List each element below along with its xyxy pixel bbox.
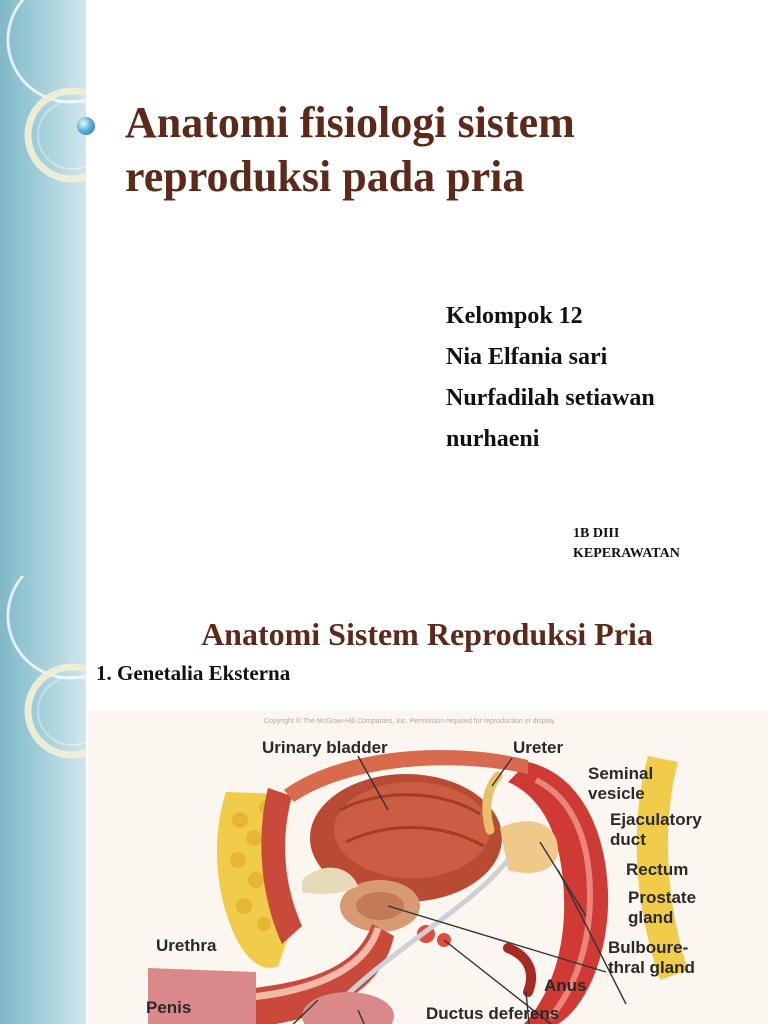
label-seminal-vesicle: vesicle: [588, 784, 645, 803]
group-name: Kelompok 12: [446, 303, 583, 329]
label-ureter: Ureter: [513, 738, 564, 757]
group-member: nurhaeni: [446, 426, 540, 452]
label-prostate-gland: gland: [628, 908, 674, 927]
decorative-rings: [0, 576, 86, 1024]
anatomy-figure: [88, 710, 768, 1024]
class-info: [573, 524, 763, 564]
label-ejaculatory-duct: duct: [610, 830, 646, 849]
group-member: Nurfadilah setiawan: [446, 385, 655, 411]
label-seminal-vesicle: Seminal: [588, 764, 654, 783]
label-urethra: Urethra: [156, 936, 217, 955]
decorative-rings: [0, 0, 86, 576]
slide-title: Anatomi fisiologi sistem reproduksi pada pria: [125, 98, 575, 201]
group-member: Nia Elfania sari: [446, 344, 608, 370]
decorative-side-band: [0, 576, 86, 1024]
label-ductus-deferens: Ductus deferens: [426, 1004, 560, 1023]
label-bulbourethral-gland: Bulboure-: [608, 938, 689, 957]
section-subheading: 1. Genetalia Eksterna: [96, 661, 291, 685]
label-ejaculatory-duct: Ejaculatory: [610, 810, 702, 829]
group-members: [446, 296, 746, 460]
slide-title: Anatomi Sistem Reproduksi Pria: [201, 616, 653, 652]
bullet-orb-icon: [77, 117, 95, 135]
figure-caption: Copyright © The McGraw-Hill Companies, Inc. Permission required for reproduction or display.: [264, 718, 557, 725]
decorative-side-band: [0, 0, 86, 576]
label-anus: Anus: [544, 976, 587, 995]
class-level: 1B DIII: [573, 526, 620, 541]
anatomy-slide: [0, 576, 768, 1024]
label-penis: Penis: [146, 998, 192, 1017]
label-rectum: Rectum: [626, 860, 689, 879]
label-prostate-gland: Prostate: [628, 888, 697, 907]
label-bulbourethral-gland: thral gland: [608, 958, 695, 977]
class-program: KEPERAWATAN: [573, 546, 680, 561]
label-urinary-bladder: Urinary bladder: [262, 738, 388, 757]
